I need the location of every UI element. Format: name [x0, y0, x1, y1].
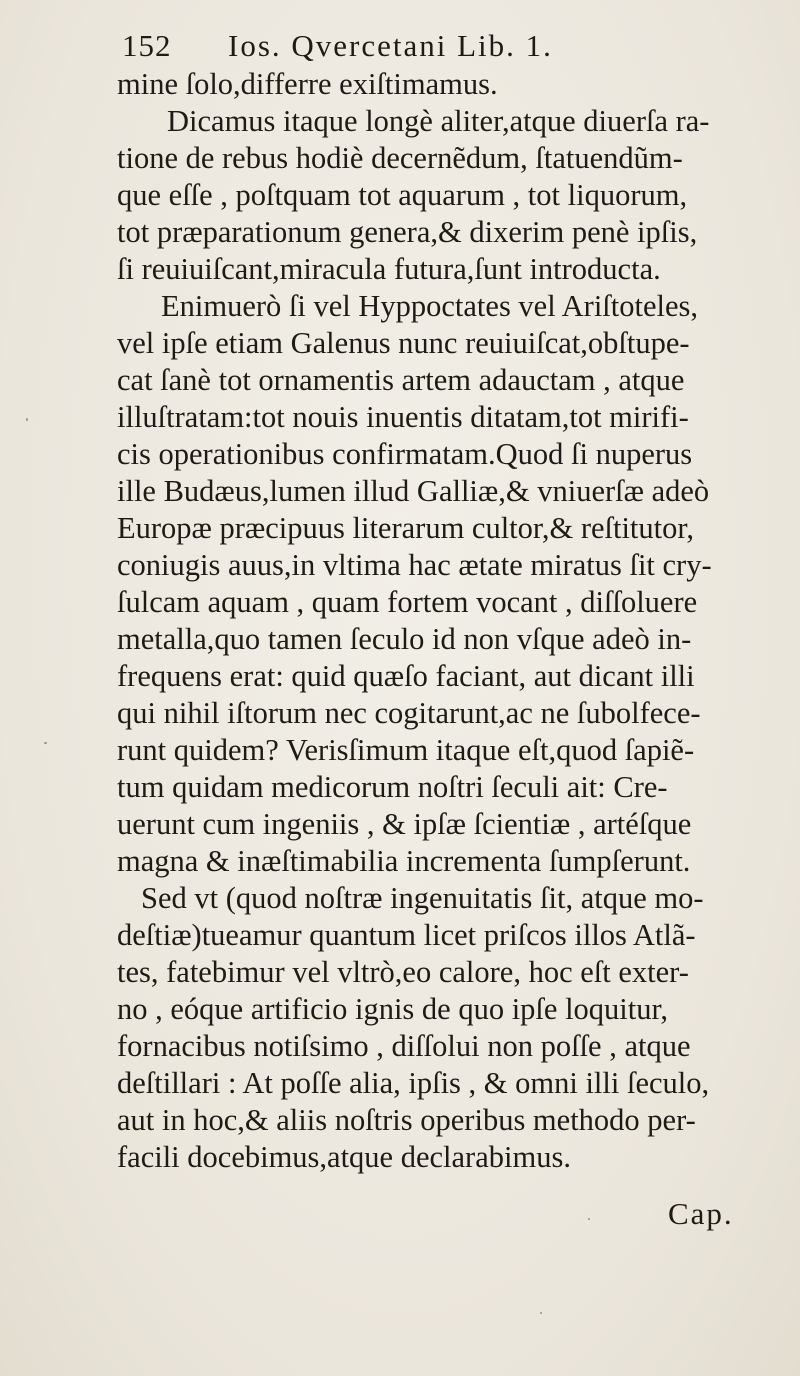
text-line: cat ſanè tot ornamentis artem adauctam , atque — [117, 363, 685, 397]
text-line: no , eóque artificio ignis de quo ipſe loquitur, — [117, 992, 669, 1026]
catchword: Cap. — [668, 1196, 734, 1231]
text-line: ille Budæus,lumen illud Galliæ,& vniuerſæ adeò — [117, 474, 710, 508]
text-line: deſtiæ)tueamur quantum licet priſcos illos Atlã- — [117, 918, 696, 952]
page-header — [122, 28, 702, 68]
paper-speck — [44, 742, 47, 744]
text-line: mine ſolo,differre exiſtimamus. — [117, 67, 498, 101]
text-line: frequens erat: quid quæſo faciant, aut dicant illi — [117, 659, 695, 693]
page-number: 152 — [122, 28, 172, 63]
text-line: que eſſe , poſtquam tot aquarum , tot liquorum, — [117, 178, 688, 212]
text-line: ſi reuiuiſcant,miracula futura,ſunt introducta. — [117, 252, 661, 286]
running-head: Ios. Qvercetani Lib. 1. — [228, 28, 553, 63]
text-line: coniugis auus,in vltima hac ætate miratus ſit cry- — [117, 548, 712, 582]
text-line: Europæ præcipuus literarum cultor,& reſtitutor, — [117, 511, 694, 545]
text-line: cis operationibus confirmatam.Quod ſi nuperus — [117, 437, 693, 471]
paper-speck — [26, 418, 28, 421]
text-line: tione de rebus hodiè decernẽdum, ſtatuendũm- — [117, 141, 683, 175]
text-line: tes, fatebimur vel vltrò,eo calore, hoc eſt exter- — [117, 955, 689, 989]
text-line: tot præparationum genera,& dixerim penè ipſis, — [117, 215, 698, 249]
text-line: tum quidam medicorum noſtri ſeculi ait: Cre- — [117, 770, 668, 804]
text-line: qui nihil iſtorum nec cogitarunt,ac ne ſubolfece- — [117, 696, 701, 730]
text-line: magna & inæſtimabilia incrementa ſumpſerunt. — [117, 844, 691, 878]
text-line: facili docebimus,atque declarabimus. — [117, 1140, 571, 1174]
text-line: illuſtratam:tot nouis inuentis ditatam,tot mirifi- — [117, 400, 689, 434]
text-line: deſtillari : At poſſe alia, ipſis , & omni illi ſeculo, — [117, 1066, 710, 1100]
paper-speck — [540, 1312, 542, 1314]
text-line: metalla,quo tamen ſeculo id non vſque adeò in- — [117, 622, 692, 656]
text-line: fornacibus notiſsimo , diſſolui non poſſe , atque — [117, 1029, 691, 1063]
text-line: Enimuerò ſi vel Hyppoctates vel Ariſtoteles, — [161, 289, 699, 323]
text-line: uerunt cum ingeniis , & ipſæ ſcientiæ , artéſque — [117, 807, 692, 841]
text-line: runt quidem? Verisſimum itaque eſt,quod ſapiẽ- — [117, 733, 695, 767]
body-text — [117, 66, 797, 1176]
text-line: ſulcam aquam , quam fortem vocant , diſſoluere — [117, 585, 698, 619]
text-line: Sed vt (quod noſtræ ingenuitatis ſit, atque mo- — [141, 881, 704, 915]
text-line: aut in hoc,& aliis noſtris operibus methodo per- — [117, 1103, 696, 1137]
paper-speck — [588, 1218, 590, 1220]
text-line: Dicamus itaque longè aliter,atque diuerſa ra- — [167, 104, 710, 138]
text-line: vel ipſe etiam Galenus nunc reuiuiſcat,obſtupe- — [117, 326, 690, 360]
